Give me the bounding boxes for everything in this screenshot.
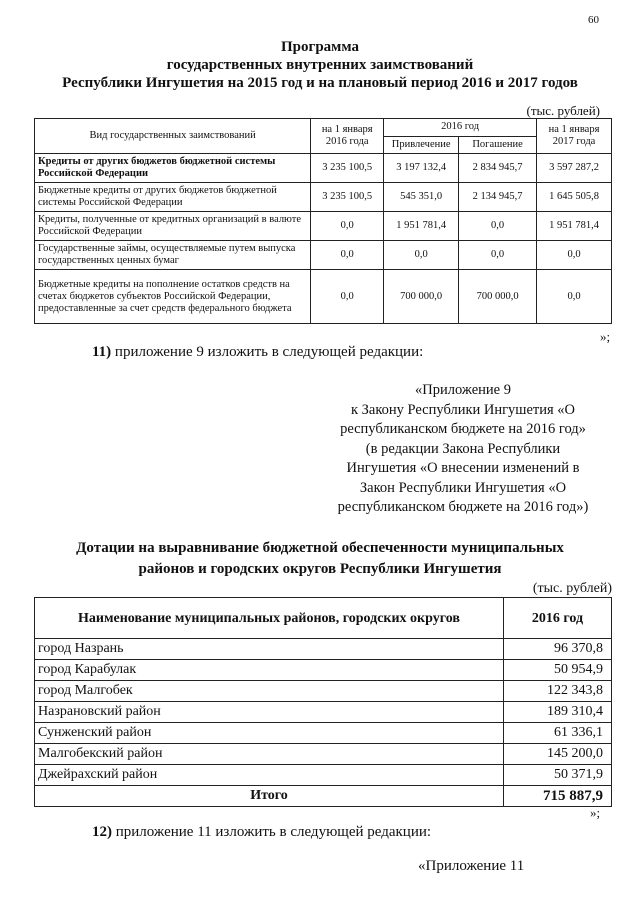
appendix-line: республиканском бюджете на 2016 год») — [337, 499, 589, 515]
grants-table — [34, 597, 612, 807]
cell-jan2017: 3 597 287,2 — [537, 154, 612, 183]
row-value: 61 336,1 — [504, 723, 612, 744]
title-line: районов и городских округов Республики Ингушетия — [138, 561, 502, 577]
title-line: Программа — [281, 39, 359, 55]
cell-jan2016: 0,0 — [311, 212, 384, 241]
table-row — [35, 639, 612, 660]
table-row — [35, 212, 612, 241]
total-label: Итого — [35, 786, 504, 807]
header-kind: Вид государственных заимствований — [35, 119, 311, 154]
title-line: Дотации на выравнивание бюджетной обеспеченности муниципальных — [76, 540, 564, 556]
row-name: город Карабулак — [35, 660, 504, 681]
grants-title — [0, 538, 640, 580]
cell-jan2017: 0,0 — [537, 270, 612, 324]
title-line: Республики Ингушетия на 2015 год и на плановый период 2016 и 2017 годов — [62, 75, 578, 91]
cell-raise: 0,0 — [384, 241, 459, 270]
cell-jan2017: 1 951 781,4 — [537, 212, 612, 241]
closing-quote: »; — [590, 805, 601, 820]
appendix-line: республиканском бюджете на 2016 год» — [340, 421, 586, 437]
appendix-11-header: «Приложение 11 — [418, 858, 525, 874]
table-row — [35, 154, 612, 183]
row-value: 189 310,4 — [504, 702, 612, 723]
cell-raise: 3 197 132,4 — [384, 154, 459, 183]
item-number: 11) — [92, 344, 112, 360]
row-name: Джейрахский район — [35, 765, 504, 786]
total-row — [35, 786, 612, 807]
cell-jan2017: 1 645 505,8 — [537, 183, 612, 212]
table-row — [35, 270, 612, 324]
row-name: Кредиты от других бюджетов бюджетной системы Российской Федерации — [35, 154, 311, 183]
appendix-line: Ингушетия «О внесении изменений в — [346, 460, 580, 476]
cell-raise: 545 351,0 — [384, 183, 459, 212]
units-label: (тыс. рублей) — [532, 581, 612, 596]
table-row — [35, 702, 612, 723]
header-jan2017: на 1 января 2017 года — [537, 119, 612, 154]
appendix-9-header — [328, 381, 598, 518]
appendix-line: к Закону Республики Ингушетия «О — [350, 401, 576, 418]
borrowing-program-title — [0, 38, 640, 92]
header-year2016: 2016 год — [384, 119, 537, 137]
cell-repay: 700 000,0 — [459, 270, 537, 324]
row-name: Малгобекский район — [35, 744, 504, 765]
cell-raise: 700 000,0 — [384, 270, 459, 324]
header-jan2016: на 1 января 2016 года — [311, 119, 384, 154]
item-text: приложение 11 изложить в следующей редакции: — [115, 824, 432, 840]
row-name: город Назрань — [35, 639, 504, 660]
table-row — [35, 241, 612, 270]
appendix-line: «Приложение 9 — [415, 382, 511, 398]
row-value: 96 370,8 — [504, 639, 612, 660]
table-row — [35, 660, 612, 681]
cell-repay: 2 834 945,7 — [459, 154, 537, 183]
cell-jan2016: 0,0 — [311, 241, 384, 270]
header-name: Наименование муниципальных районов, городских округов — [35, 598, 504, 639]
row-value: 122 343,8 — [504, 681, 612, 702]
units-label: (тыс. рублей) — [526, 103, 600, 118]
item-12 — [92, 824, 431, 841]
cell-repay: 2 134 945,7 — [459, 183, 537, 212]
total-value: 715 887,9 — [504, 786, 612, 807]
table-row — [35, 765, 612, 786]
cell-raise: 1 951 781,4 — [384, 212, 459, 241]
cell-jan2016: 0,0 — [311, 270, 384, 324]
row-value: 145 200,0 — [504, 744, 612, 765]
item-11 — [92, 344, 423, 361]
row-name: Государственные займы, осуществляемые путем выпуска государственных ценных бумаг — [35, 241, 311, 270]
table-header-row — [35, 598, 612, 639]
row-name: Назрановский район — [35, 702, 504, 723]
item-text: приложение 9 изложить в следующей редакции: — [114, 344, 424, 360]
row-name: Сунженский район — [35, 723, 504, 744]
appendix-line: (в редакции Закона Республики — [365, 440, 561, 457]
table-row — [35, 723, 612, 744]
closing-quote: »; — [600, 329, 611, 344]
row-value: 50 954,9 — [504, 660, 612, 681]
cell-jan2017: 0,0 — [537, 241, 612, 270]
appendix-line: Закон Республики Ингушетия «О — [359, 479, 567, 496]
row-name: город Малгобек — [35, 681, 504, 702]
cell-jan2016: 3 235 100,5 — [311, 183, 384, 212]
cell-repay: 0,0 — [459, 241, 537, 270]
header-year: 2016 год — [504, 598, 612, 639]
page-number: 60 — [588, 14, 599, 26]
row-value: 50 371,9 — [504, 765, 612, 786]
row-name: Бюджетные кредиты от других бюджетов бюджетной системы Российской Федерации — [35, 183, 311, 212]
header-raise: Привлечение — [384, 136, 459, 154]
table-row — [35, 744, 612, 765]
header-repay: Погашение — [459, 136, 537, 154]
item-number: 12) — [92, 824, 112, 840]
table-row — [35, 681, 612, 702]
row-name: Кредиты, полученные от кредитных организаций в валюте Российской Федерации — [35, 212, 311, 241]
table-row — [35, 183, 612, 212]
cell-repay: 0,0 — [459, 212, 537, 241]
title-line: государственных внутренних заимствований — [166, 57, 474, 73]
cell-jan2016: 3 235 100,5 — [311, 154, 384, 183]
table-header-row — [35, 119, 612, 137]
row-name: Бюджетные кредиты на пополнение остатков средств на счетах бюджетов субъектов Российской Федерации, предоставленные за счет средств федерального бюджета — [35, 270, 311, 324]
borrowing-program-table — [34, 118, 612, 324]
